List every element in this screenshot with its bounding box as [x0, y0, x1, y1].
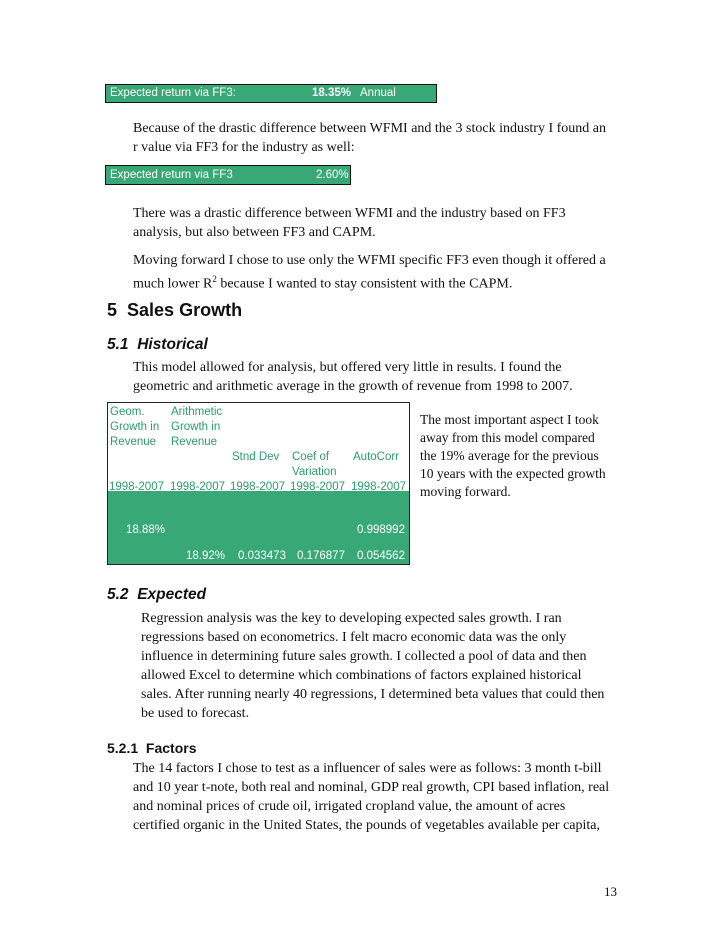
industry-ff3-label: Expected return via FF3 [110, 169, 233, 181]
period-cell: 1998-2007 [170, 481, 225, 493]
paragraph-industry-ff3 [133, 119, 606, 157]
industry-ff3-return-box [105, 165, 351, 185]
text-fragment: because I wanted to stay consistent with the CAPM. [216, 276, 513, 292]
header-geom-growth [110, 405, 159, 450]
header-arith-growth [171, 405, 222, 450]
header-line: Geom. [110, 406, 145, 418]
text-line: be used to forecast. [141, 706, 250, 721]
section-heading-5-1 [107, 336, 208, 354]
header-line: Revenue [110, 436, 157, 448]
header-line: Stnd Dev [232, 451, 280, 463]
period-cell: 1998-2007 [351, 481, 406, 493]
section-title: Factors [145, 740, 197, 756]
section-heading-5-2-1 [107, 740, 197, 756]
geom-growth-value: 18.88% [126, 524, 166, 536]
table-header [108, 403, 409, 492]
text-line: 10 years with the expected growth [420, 466, 606, 481]
section-title: Historical [137, 336, 208, 353]
header-line: Variation [292, 466, 337, 478]
superscript: 2 [212, 274, 217, 284]
text-line: The 14 factors I chose to test as a influencer of sales were as follows: 3 month t-bill [133, 761, 602, 776]
section-number: 5.2.1 [107, 740, 139, 756]
text-line: allowed Excel to determine which combinations of factors explained historical [141, 668, 582, 683]
section-title: Sales Growth [127, 300, 243, 320]
text-line: away from this model compared [420, 430, 595, 445]
section-title: Expected [137, 586, 207, 603]
text-line: There was a drastic difference between WFMI and the industry based on FF3 [133, 206, 566, 221]
ff3-value: 18.35% [312, 87, 352, 99]
text-line: moving forward. [420, 484, 511, 499]
text-line: the 19% average for the previous [420, 448, 599, 463]
text-line: regressions based on econometrics. I felt macro economic data was the only [141, 630, 567, 645]
header-stnd-dev [232, 450, 279, 465]
header-line: AutoCorr [353, 451, 400, 463]
header-autocorr [353, 450, 399, 465]
coef-variation-value: 0.176877 [297, 550, 345, 562]
header-line: Growth in [171, 421, 221, 433]
section-number: 5.1 [107, 336, 129, 353]
text-line: sales. After running nearly 40 regressions, I determined beta values that could then [141, 687, 605, 702]
text-line [133, 270, 606, 294]
arith-growth-value: 18.92% [186, 550, 226, 562]
text-line: Moving forward I chose to use only the WFMI specific FF3 even though it offered a [133, 253, 606, 268]
period-cell: 1998-2007 [290, 481, 345, 493]
ff3-expected-return-box [105, 84, 437, 103]
section-number: 5.2 [107, 586, 129, 603]
header-line: Revenue [171, 436, 218, 448]
section-number: 5 [107, 300, 118, 320]
industry-ff3-value: 2.60% [316, 169, 349, 181]
text-fragment: much lower R [133, 276, 213, 292]
text-line: Because of the drastic difference between WFMI and the 3 stock industry I found an [133, 121, 606, 136]
header-line: Growth in [110, 421, 160, 433]
page-number: 13 [604, 884, 617, 899]
stnd-dev-value: 0.033473 [238, 550, 286, 562]
paragraph-regression [141, 609, 604, 723]
paragraph-drastic-difference [133, 204, 566, 242]
revenue-growth-table [107, 402, 410, 565]
text-line: and nominal prices of crude oil, irrigated cropland value, the amount of acres [133, 799, 566, 814]
period-cell: 1998-2007 [230, 481, 285, 493]
ff3-label: Expected return via FF3: [110, 87, 236, 99]
paragraph-historical-model [133, 358, 573, 396]
text-line: The most important aspect I took [420, 412, 599, 427]
section-heading-5-2 [107, 586, 206, 604]
ff3-unit: Annual [360, 87, 396, 99]
autocorr-value-1: 0.998992 [357, 524, 405, 536]
text-line: r value via FF3 for the industry as well: [133, 140, 355, 155]
text-line: influence in determining future sales growth. I collected a pool of data and then [141, 649, 587, 664]
section-heading-5 [107, 300, 242, 321]
header-line: Coef of [292, 451, 330, 463]
side-note [420, 411, 606, 501]
text-line: Regression analysis was the key to developing expected sales growth. I ran [141, 611, 562, 626]
text-line: geometric and arithmetic average in the growth of revenue from 1998 to 2007. [133, 379, 573, 394]
text-line: This model allowed for analysis, but offered very little in results. I found the [133, 360, 562, 375]
text-line: analysis, but also between FF3 and CAPM. [133, 225, 376, 240]
paragraph-moving-forward [133, 251, 606, 294]
paragraph-factors [133, 759, 609, 835]
text-line: and 10 year t-note, both real and nominal, GDP real growth, CPI based inflation, real [133, 780, 610, 795]
autocorr-value-2: 0.054562 [357, 550, 405, 562]
text-line: certified organic in the United States, the pounds of vegetables available per capita, [133, 818, 601, 833]
period-cell: 1998-2007 [109, 481, 164, 493]
header-coef-variation [292, 450, 337, 480]
header-line: Arithmetic [171, 406, 223, 418]
